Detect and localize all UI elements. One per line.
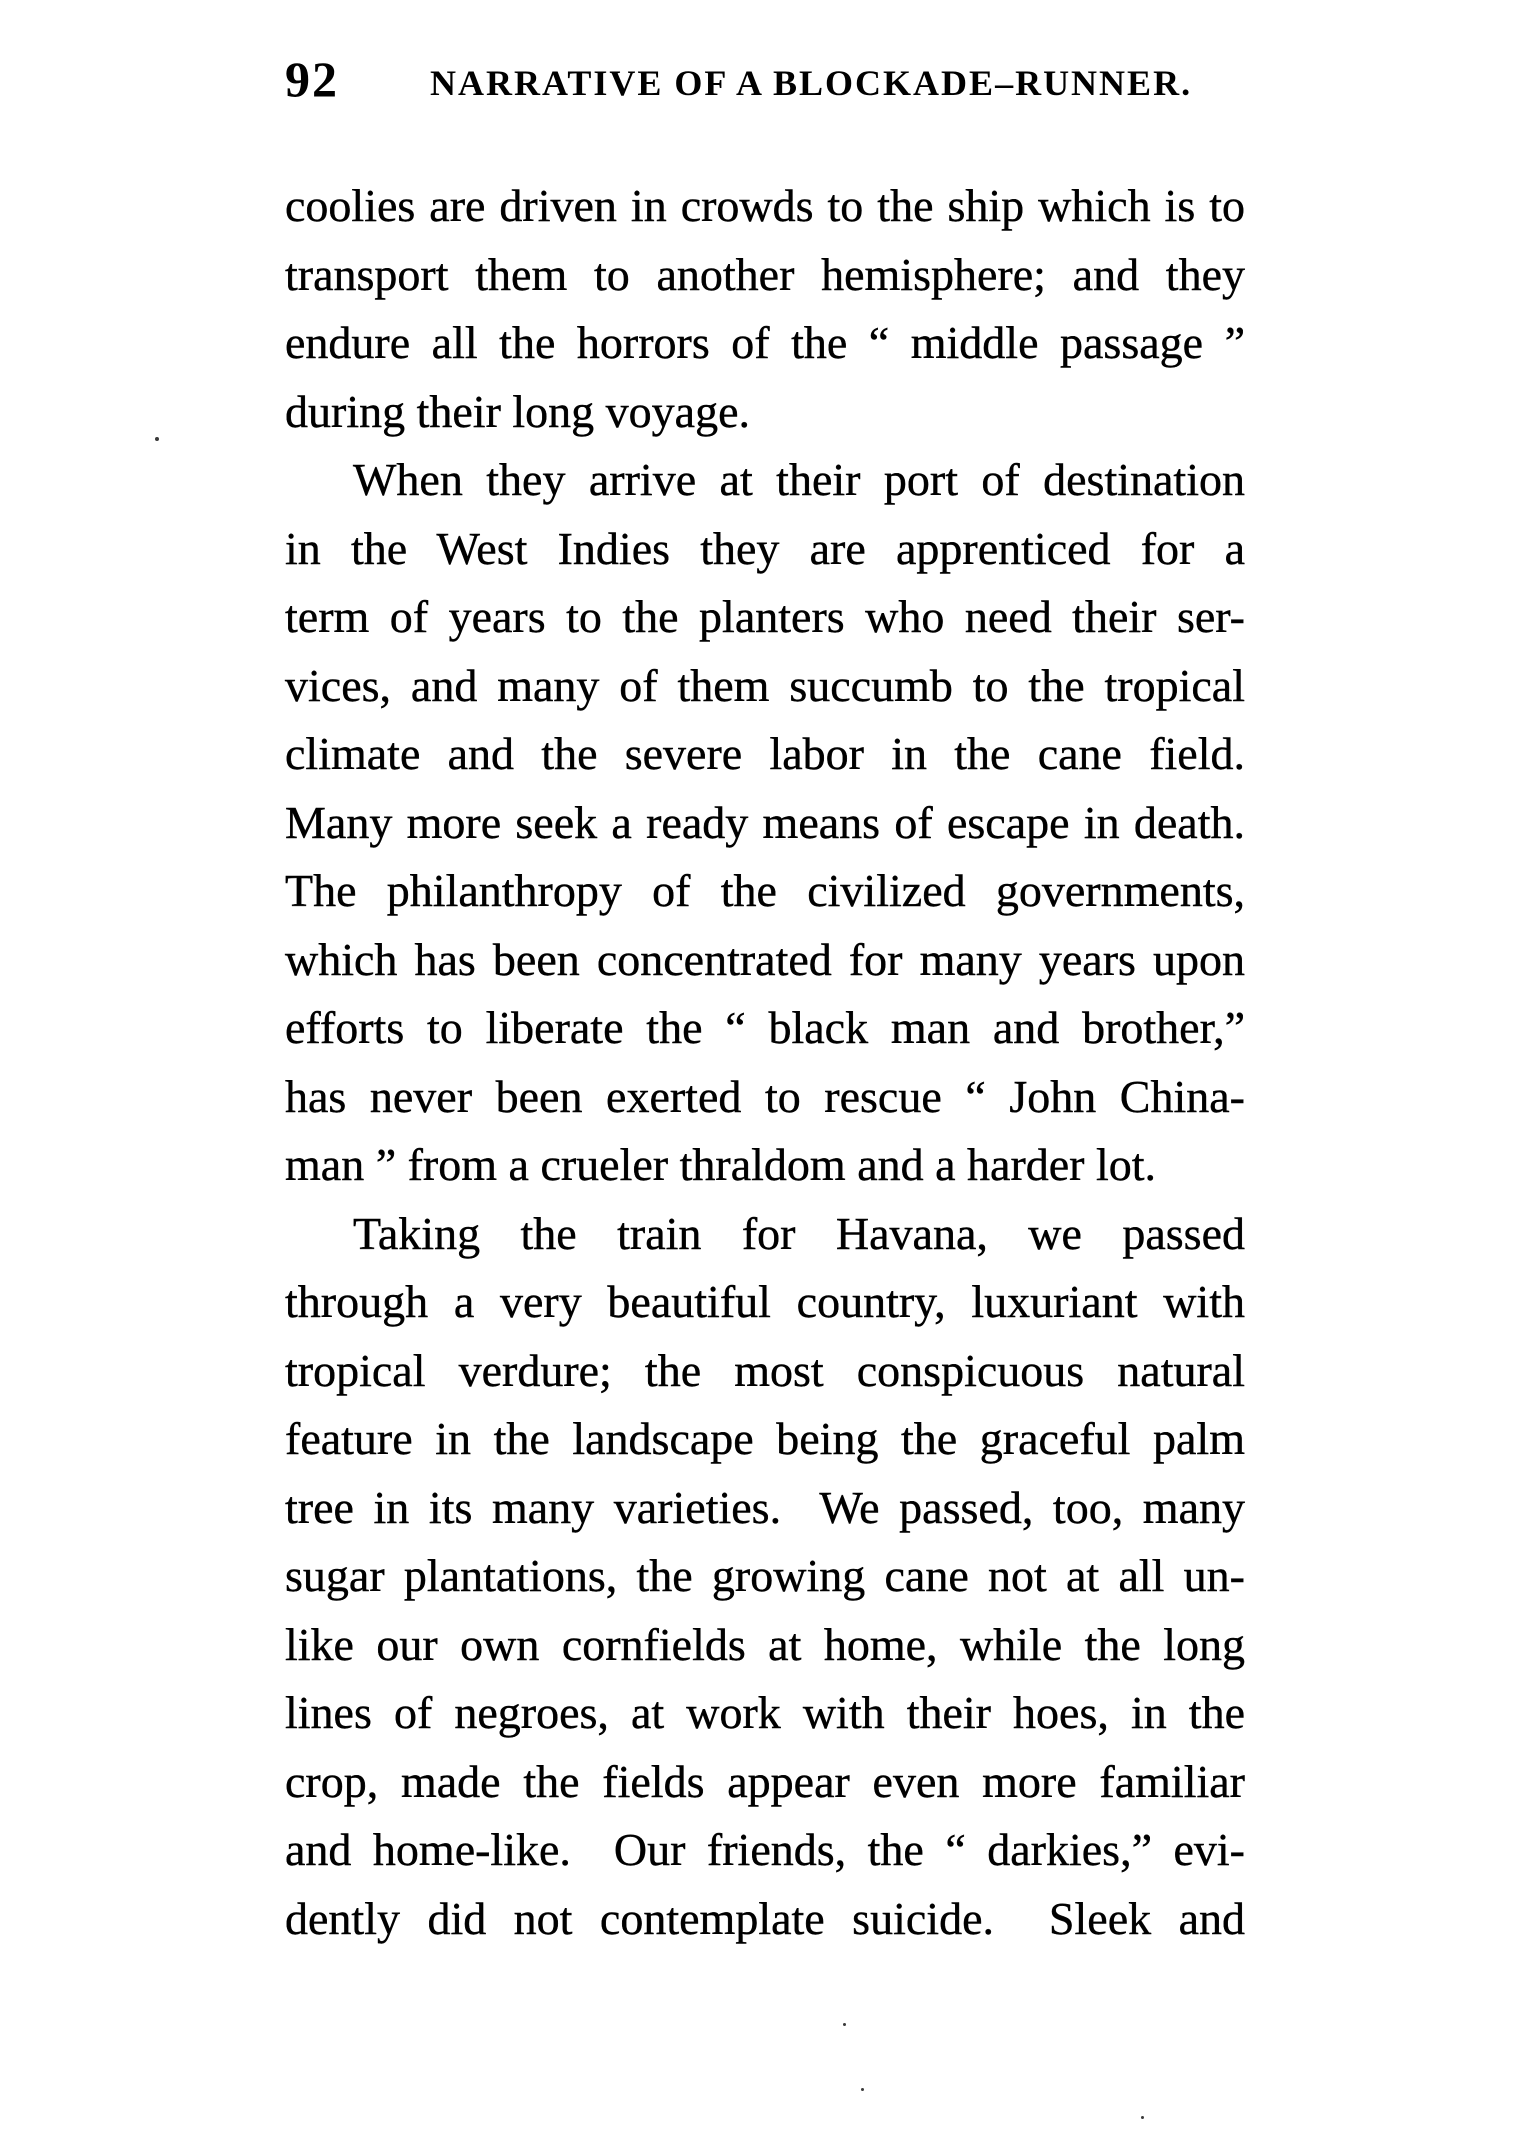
- text-line: climate and the severe labor in the cane field.: [285, 728, 1245, 779]
- running-title: NARRATIVE OF A BLOCKADE–RUNNER.: [430, 63, 1193, 103]
- text-line: Many more seek a ready means of escape in death.: [285, 796, 1245, 848]
- text-line: dently did not contemplate suicide. Sleek and: [285, 1892, 1245, 1944]
- scan-speck: [861, 2088, 864, 2091]
- text-line: sugar plantations, the growing cane not at all un-: [285, 1550, 1245, 1601]
- text-line: lines of negroes, at work with their hoes, in the: [285, 1687, 1245, 1738]
- text-line: term of years to the planters who need their ser-: [285, 591, 1245, 642]
- page-number: 92: [285, 51, 339, 107]
- text-line: through a very beautiful country, luxuriant with: [285, 1276, 1245, 1327]
- text-line: feature in the landscape being the graceful palm: [285, 1413, 1245, 1464]
- text-line: in the West Indies they are apprenticed for a: [285, 522, 1245, 574]
- text-line: When they arrive at their port of destination: [353, 454, 1245, 505]
- text-line: tropical verdure; the most conspicuous natural: [285, 1344, 1245, 1396]
- text-line: crop, made the fields appear even more familiar: [285, 1755, 1245, 1807]
- text-line: like our own cornfields at home, while the long: [285, 1618, 1245, 1670]
- text-line: coolies are driven in crowds to the ship which is to: [285, 180, 1245, 231]
- text-line: during their long voyage.: [285, 385, 751, 437]
- text-line: has never been exerted to rescue “ John China-: [285, 1070, 1245, 1122]
- scan-speck: [1141, 2116, 1144, 2119]
- text-line: Taking the train for Havana, we passed: [353, 1207, 1245, 1259]
- text-line: The philanthropy of the civilized governments,: [285, 865, 1245, 916]
- text-line: tree in its many varieties. We passed, too, many: [285, 1481, 1245, 1533]
- text-line: vices, and many of them succumb to the tropical: [285, 659, 1245, 711]
- scan-speck: [843, 2023, 846, 2026]
- text-line: endure all the horrors of the “ middle passage ”: [285, 317, 1245, 368]
- text-line: which has been concentrated for many years upon: [285, 933, 1245, 985]
- text-line: and home-like. Our friends, the “ darkies,” evi-: [285, 1824, 1245, 1875]
- text-line: efforts to liberate the “ black man and brother,”: [285, 1002, 1245, 1053]
- text-line: transport them to another hemisphere; and they: [285, 248, 1245, 300]
- scan-speck: [155, 437, 159, 441]
- text-line: man ” from a crueler thraldom and a harder lot.: [285, 1139, 1157, 1190]
- page-text: [285, 172, 1245, 1953]
